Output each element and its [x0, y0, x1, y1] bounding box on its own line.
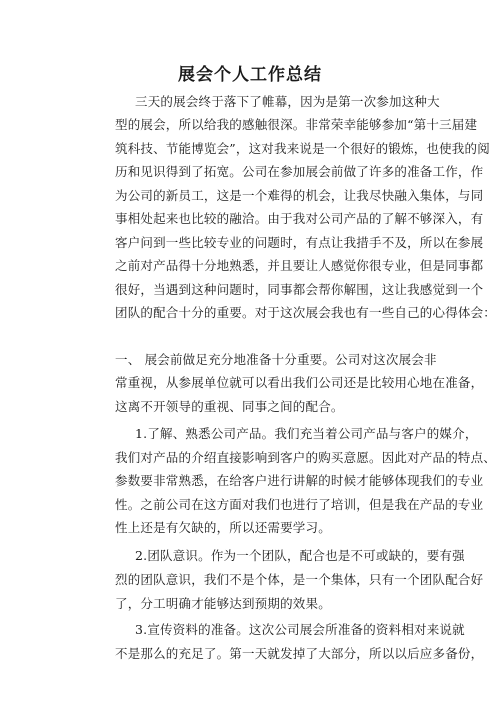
paragraph-line: 历和见识得到了拓宽。公司在参加展会前做了许多的准备工作，作: [115, 164, 484, 179]
paragraph-line: 这离不开领导的重视、同事之间的配合。: [115, 399, 344, 414]
paragraph-line: 烈的团队意识，我们不是个体，是一个集体，只有一个团队配合好: [115, 572, 484, 587]
paragraph-line: 常重视，从参展单位就可以看出我们公司还是比较用心地在准备，: [115, 375, 484, 390]
paragraph-line: 团队的配合十分的重要。对于这次展会我也有一些自己的心得体会：: [115, 305, 497, 320]
paragraph-line: 了，分工明确才能够达到预期的效果。: [115, 596, 331, 611]
list-item-line: 2.团队意识。作为一个团队，配合也是不可或缺的，要有强: [135, 548, 465, 563]
paragraph-line: 性。之前公司在这方面对我们也进行了培训，但是我在产品的专业: [115, 497, 484, 512]
paragraph-line: 筑科技、节能博览会”，这对我来说是一个很好的锻炼，也使我的阅: [115, 141, 490, 156]
paragraph-line: 客户问到一些比较专业的问题时，有点让我措手不及，所以在参展: [115, 235, 484, 250]
paragraph-line: 不是那么的充足了。第一天就发掉了大部分，所以以后应多备份，: [115, 646, 484, 661]
paragraph-line: 之前对产品得十分地熟悉，并且要让人感觉你很专业，但是同事都: [115, 258, 484, 273]
paragraph-line: 参数要非常熟悉，在给客户进行讲解的时候才能够体现我们的专业: [115, 473, 484, 488]
document-title: 展会个人工作总结: [178, 65, 322, 85]
list-item-line: 3.宣传资料的准备。这次公司展会所准备的资料相对来说就: [135, 622, 465, 637]
paragraph-line: 很好，当遇到这种问题时，同事都会帮你解围，这让我感觉到一个: [115, 282, 484, 297]
list-item-line: 1.了解、熟悉公司产品。我们充当着公司产品与客户的媒介，: [135, 426, 478, 441]
paragraph-line: 性上还是有欠缺的，所以还需要学习。: [115, 520, 331, 535]
paragraph-line: 型的展会，所以给我的感触很深。非常荣幸能够参加“第十三届建: [115, 117, 478, 132]
paragraph-line: 事相处起来也比较的融洽。由于我对公司产品的了解不够深入，有: [115, 211, 484, 226]
paragraph-line: 为公司的新员工，这是一个难得的机会，让我尽快融入集体，与同: [115, 188, 484, 203]
paragraph-line: 我们对产品的介绍直接影响到客户的购买意愿。因此对产品的特点、: [115, 450, 497, 465]
paragraph-line: 三天的展会终于落下了帷幕，因为是第一次参加这种大: [135, 94, 440, 109]
section-heading-line: 一、 展会前做足充分地准备十分重要。公司对这次展会非: [115, 352, 437, 367]
